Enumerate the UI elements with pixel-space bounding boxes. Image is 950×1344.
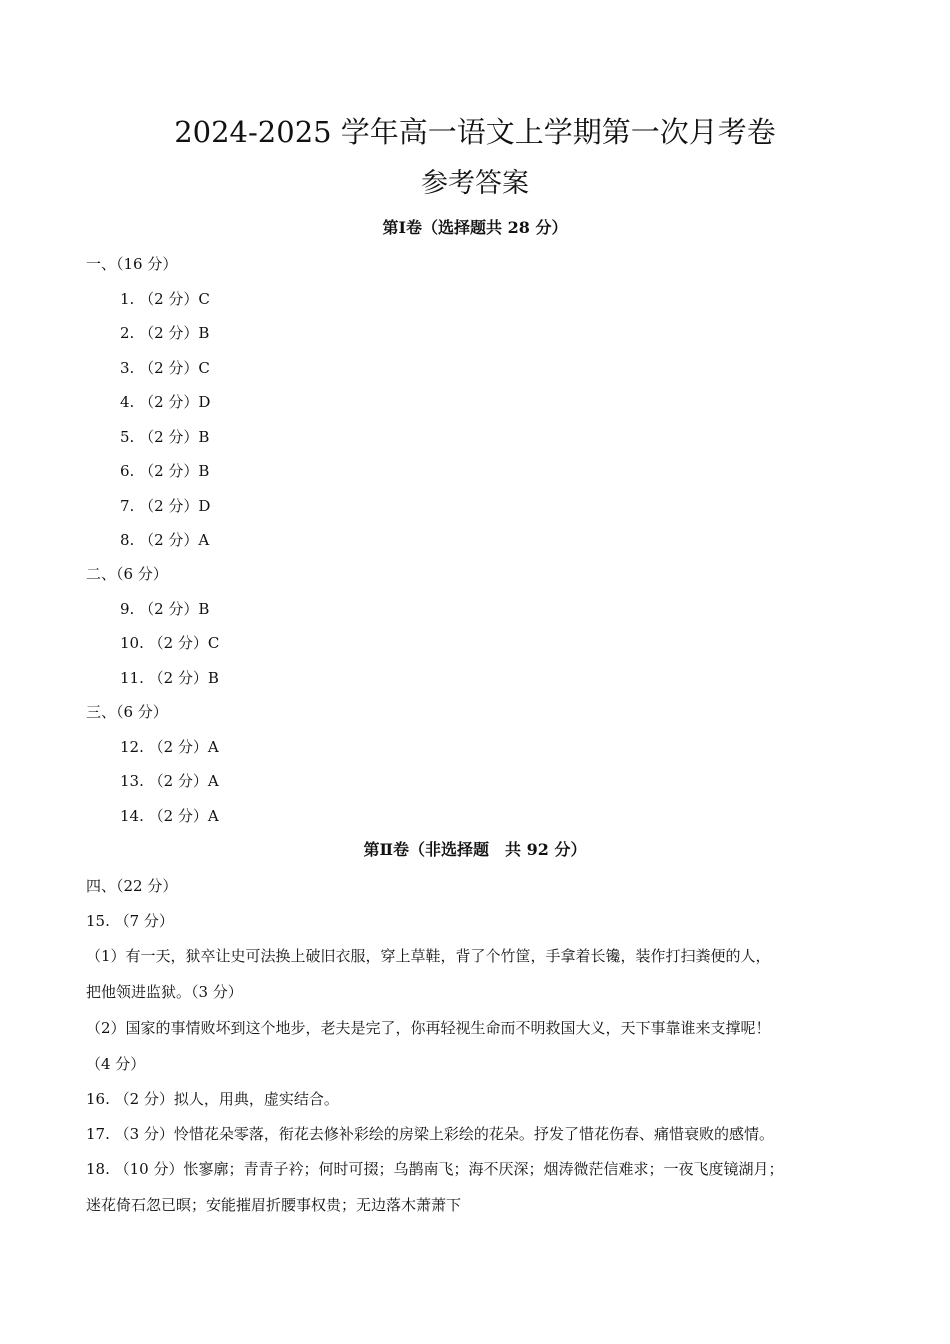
q15-answer-2-cont: （4 分） [86,1055,146,1073]
answer-item: 10. （2 分）C [120,634,220,652]
answer-item: 13. （2 分）A [120,772,219,790]
document-title: 2024-2025 学年高一语文上学期第一次月考卷 [174,115,776,149]
part1-heading: 第Ⅰ卷（选择题共 28 分） [382,218,568,237]
q15-answer-1: （1）有一天，狱卒让史可法换上破旧衣服，穿上草鞋，背了个竹筐，手拿着长镵，装作打扫粪便的人， [86,947,771,965]
section1-heading: 一、（16 分） [86,255,178,273]
q17-answer: 17. （3 分）怜惜花朵零落，衔花去修补彩绘的房梁上彩绘的花朵。抒发了惜花伤春、痛惜衰败的感情。 [86,1125,774,1143]
q15-answer-1-cont: 把他领进监狱。（3 分） [86,983,243,1001]
section3-heading: 三、（6 分） [86,703,168,721]
q18-answer-cont: 迷花倚石忽已暝；安能摧眉折腰事权贵；无边落木萧萧下 [86,1196,462,1214]
answer-item: 14. （2 分）A [120,807,219,825]
q15-answer-2: （2）国家的事情败坏到这个地步，老夫是完了，你再轻视生命而不明救国大义，天下事靠谁来支撑呢！ [86,1019,771,1037]
part2-heading: 第Ⅱ卷（非选择题 共 92 分） [363,840,587,859]
q15-heading: 15. （7 分） [86,912,174,930]
q18-answer: 18. （10 分）怅寥廓；青青子衿；何时可掇；乌鹊南飞；海不厌深；烟涛微茫信难求；一夜飞度镜湖月； [86,1160,784,1178]
document-subtitle: 参考答案 [421,168,529,199]
answer-item: 7. （2 分）D [120,497,211,515]
answer-item: 2. （2 分）B [120,324,210,342]
answer-item: 8. （2 分）A [120,531,210,549]
answer-item: 3. （2 分）C [120,359,210,377]
answer-item: 6. （2 分）B [120,462,210,480]
q16-answer: 16. （2 分）拟人，用典，虚实结合。 [86,1090,339,1108]
answer-item: 4. （2 分）D [120,393,211,411]
answer-item: 5. （2 分）B [120,428,210,446]
answer-item: 11. （2 分）B [120,669,219,687]
answer-item: 1. （2 分）C [120,290,210,308]
answer-item: 9. （2 分）B [120,600,210,618]
section4-heading: 四、（22 分） [86,877,178,895]
answer-item: 12. （2 分）A [120,738,219,756]
section2-heading: 二、（6 分） [86,565,168,583]
